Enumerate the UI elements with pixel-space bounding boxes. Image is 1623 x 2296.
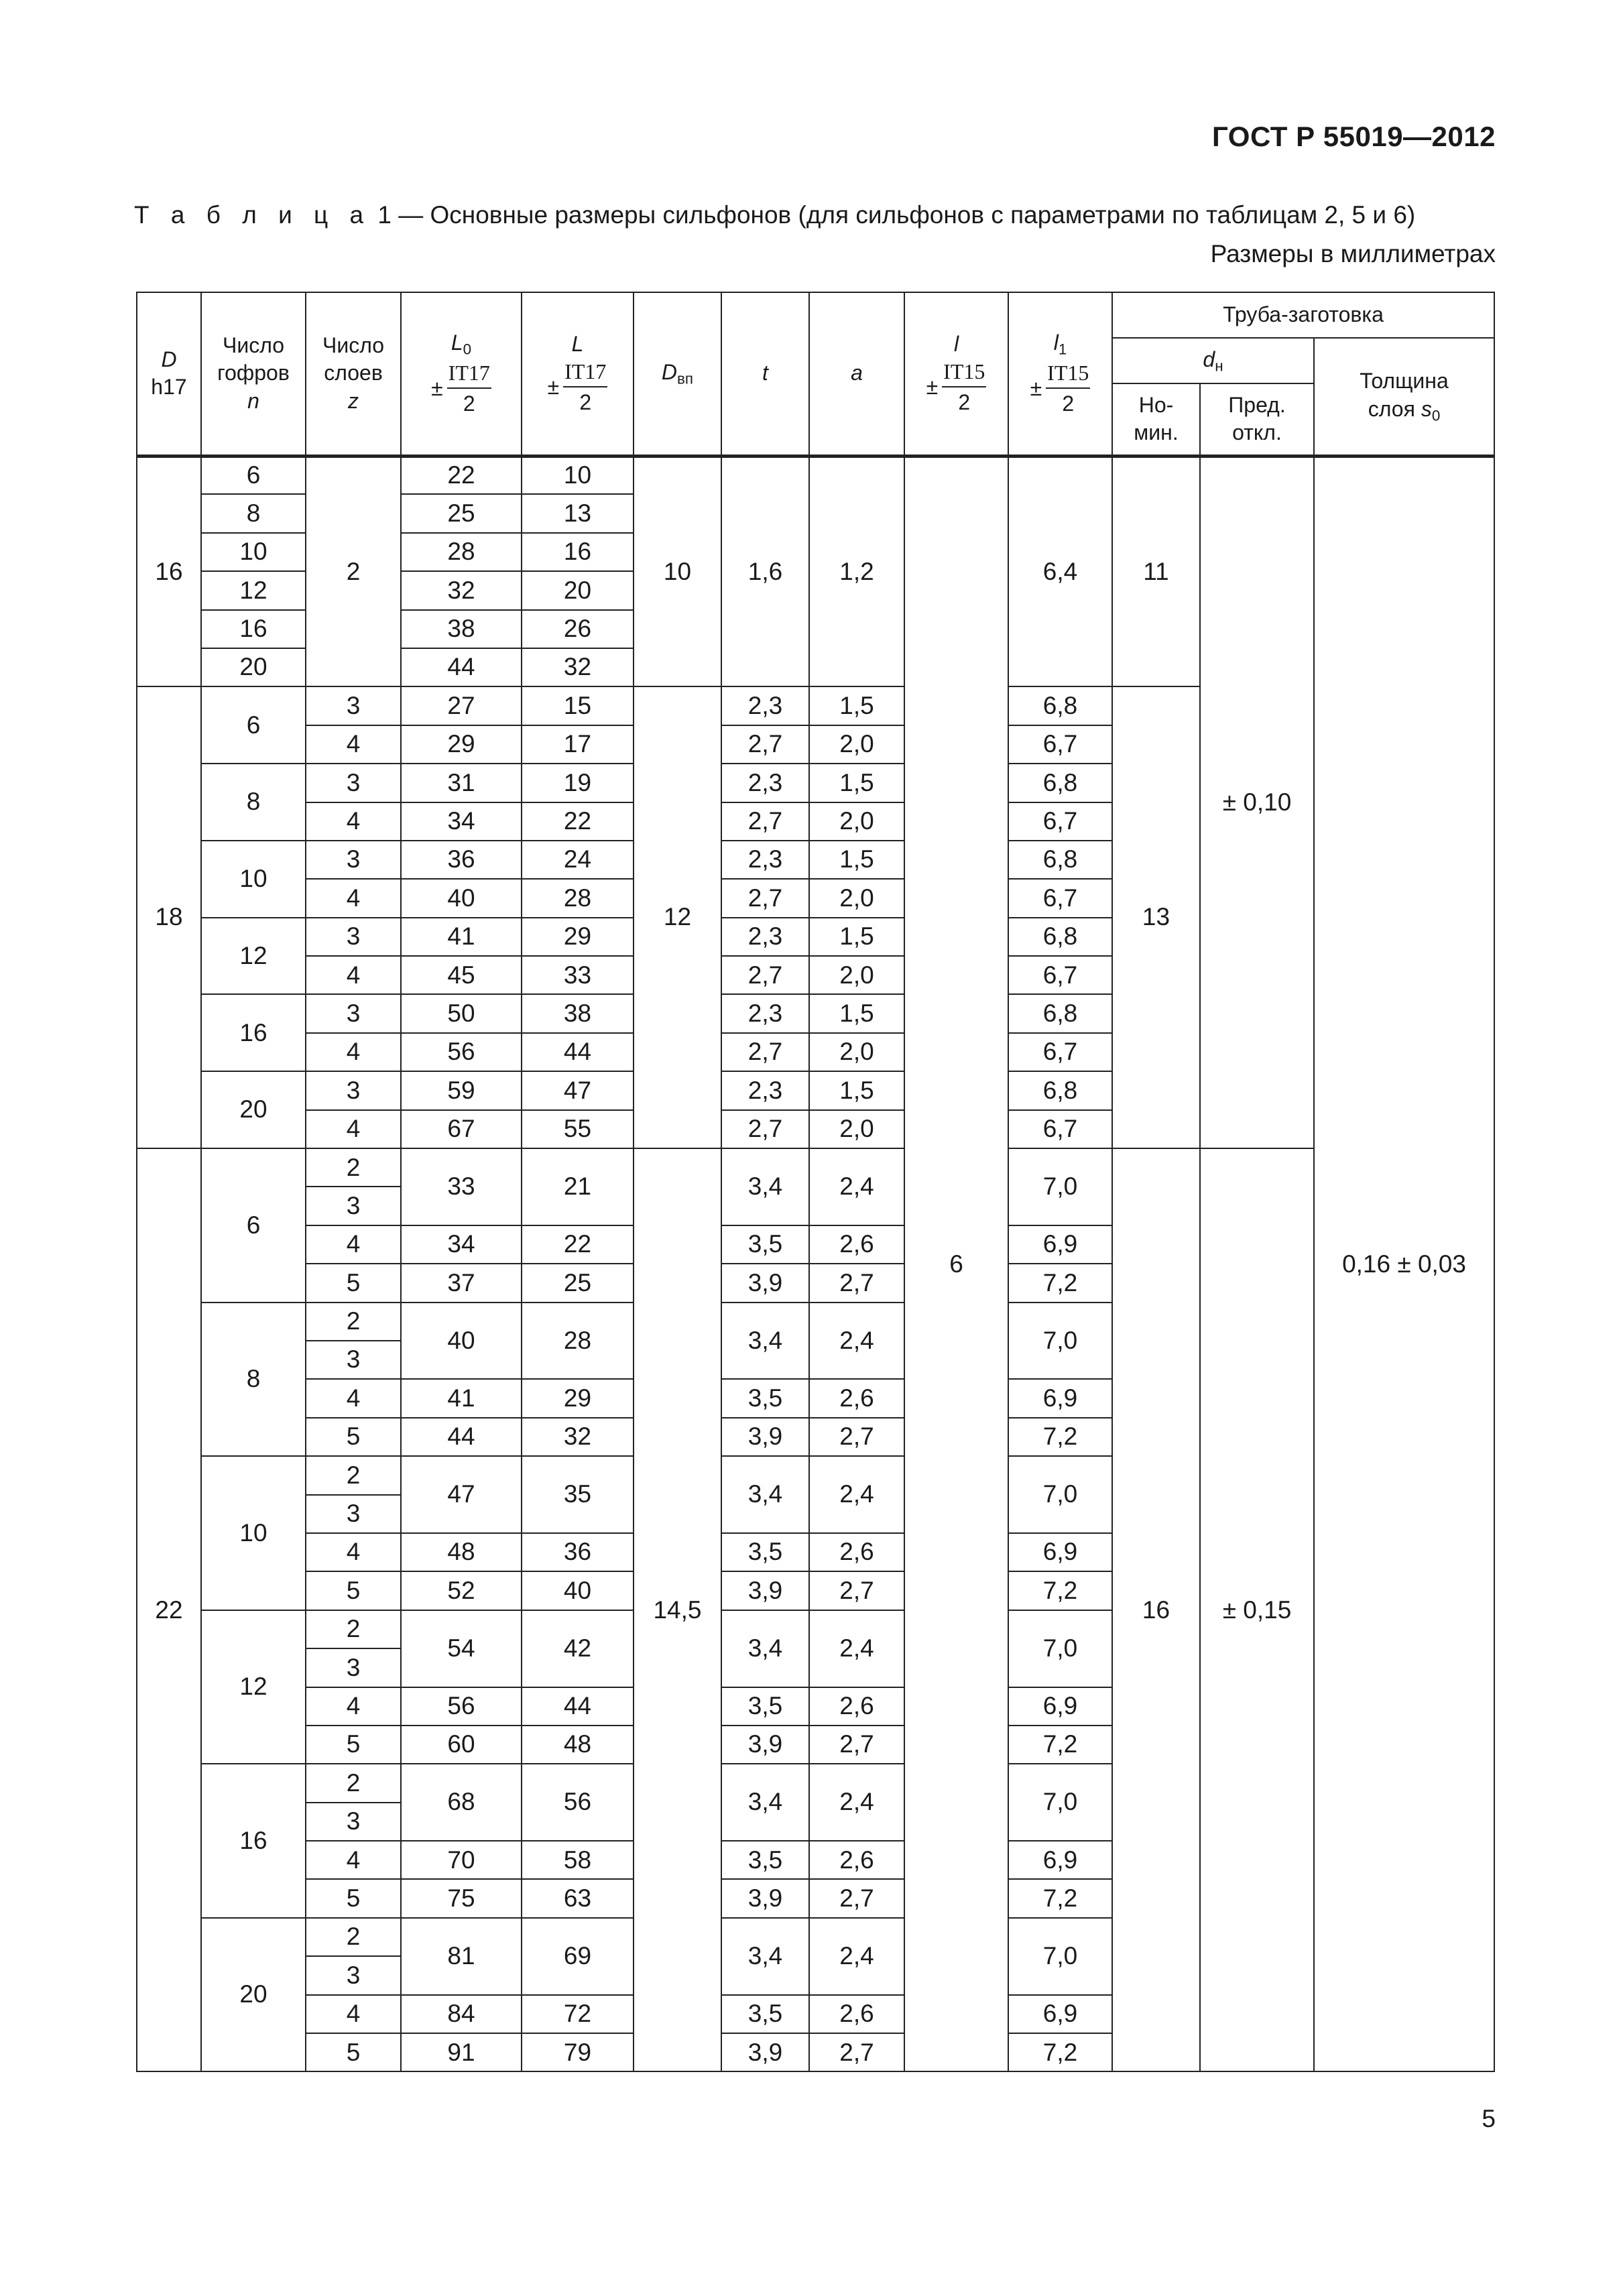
cell-L: 47 (522, 1071, 634, 1109)
cell-L: 28 (522, 879, 634, 917)
cell-a: 1,5 (809, 918, 904, 956)
cell-L0: 68 (401, 1764, 522, 1841)
cell-t-16: 1,6 (721, 456, 809, 686)
cell-L0: 44 (401, 1418, 522, 1456)
cell-t: 3,4 (721, 1918, 809, 1995)
table-caption-label: Т а б л и ц а (134, 201, 371, 229)
cell-t: 2,3 (721, 764, 809, 802)
cell-L0: 47 (401, 1456, 522, 1533)
header-nominal: Но- мин. (1112, 383, 1200, 456)
cell-L0: 34 (401, 802, 522, 841)
cell-a: 2,4 (809, 1610, 904, 1687)
units-note: Размеры в миллиметрах (1210, 240, 1496, 267)
cell-a: 2,0 (809, 879, 904, 917)
cell-a-16: 1,2 (809, 456, 904, 686)
cell-n: 10 (201, 1456, 306, 1610)
cell-L: 42 (522, 1610, 634, 1687)
cell-a: 2,7 (809, 1264, 904, 1302)
cell-a: 2,6 (809, 1841, 904, 1879)
cell-t: 3,9 (721, 1418, 809, 1456)
cell-L: 72 (522, 1995, 634, 2033)
cell-Dvp-16: 10 (634, 456, 721, 686)
cell-z: 3 (306, 1495, 401, 1533)
cell-z: 4 (306, 1841, 401, 1879)
cell-t: 2,7 (721, 956, 809, 994)
cell-L: 56 (522, 1764, 634, 1841)
cell-z: 5 (306, 1571, 401, 1610)
cell-a: 2,7 (809, 2033, 904, 2071)
cell-Dvp-18: 12 (634, 686, 721, 1148)
header-n: Число гофров n (201, 292, 306, 456)
cell-L0: 59 (401, 1071, 522, 1109)
cell-n: 10 (201, 841, 306, 918)
cell-n: 12 (201, 571, 306, 609)
page-number: 5 (1482, 2105, 1496, 2132)
cell-t: 2,3 (721, 686, 809, 725)
cell-l1: 7,2 (1008, 1264, 1112, 1302)
table-caption (134, 201, 1415, 229)
cell-l1: 6,8 (1008, 1071, 1112, 1109)
cell-L: 15 (522, 686, 634, 725)
cell-l1: 7,2 (1008, 1726, 1112, 1764)
cell-L: 16 (522, 533, 634, 571)
cell-a: 2,0 (809, 956, 904, 994)
cell-n: 12 (201, 918, 306, 995)
cell-z: 5 (306, 2033, 401, 2071)
cell-a: 2,6 (809, 1533, 904, 1571)
cell-L0: 45 (401, 956, 522, 994)
cell-L: 24 (522, 841, 634, 879)
cell-a: 2,0 (809, 802, 904, 841)
cell-t: 2,7 (721, 1110, 809, 1148)
cell-L0: 37 (401, 1264, 522, 1302)
cell-n: 8 (201, 764, 306, 841)
cell-L0: 70 (401, 1841, 522, 1879)
cell-t: 2,7 (721, 879, 809, 917)
cell-L: 36 (522, 1533, 634, 1571)
cell-l1: 6,9 (1008, 1533, 1112, 1571)
cell-a: 2,6 (809, 1995, 904, 2033)
cell-z: 4 (306, 802, 401, 841)
cell-z: 4 (306, 1995, 401, 2033)
cell-t: 3,4 (721, 1764, 809, 1841)
cell-L: 58 (522, 1841, 634, 1879)
cell-L: 44 (522, 1033, 634, 1071)
cell-z: 2 (306, 1456, 401, 1494)
cell-L0: 22 (401, 456, 522, 494)
cell-z: 4 (306, 725, 401, 764)
cell-z: 5 (306, 1264, 401, 1302)
cell-z: 4 (306, 1379, 401, 1417)
cell-l1: 7,0 (1008, 1456, 1112, 1533)
cell-t: 3,9 (721, 1264, 809, 1302)
cell-n: 10 (201, 533, 306, 571)
cell-a: 2,7 (809, 1879, 904, 1917)
cell-L0: 60 (401, 1726, 522, 1764)
cell-L0: 81 (401, 1918, 522, 1995)
cell-t: 2,3 (721, 918, 809, 956)
cell-z: 3 (306, 1803, 401, 1841)
cell-t: 2,7 (721, 802, 809, 841)
cell-L: 17 (522, 725, 634, 764)
cell-t: 3,4 (721, 1610, 809, 1687)
cell-L0: 27 (401, 686, 522, 725)
cell-L0: 32 (401, 571, 522, 609)
cell-L: 79 (522, 2033, 634, 2071)
cell-L: 29 (522, 918, 634, 956)
cell-l1: 7,2 (1008, 1418, 1112, 1456)
cell-L0: 75 (401, 1879, 522, 1917)
cell-l1: 7,0 (1008, 1610, 1112, 1687)
cell-z: 3 (306, 994, 401, 1032)
cell-z: 4 (306, 1687, 401, 1726)
cell-n: 6 (201, 456, 306, 494)
cell-z: 3 (306, 1187, 401, 1225)
cell-L: 26 (522, 610, 634, 648)
cell-z: 3 (306, 686, 401, 725)
cell-z: 4 (306, 956, 401, 994)
cell-z: 4 (306, 1033, 401, 1071)
cell-L0: 40 (401, 1303, 522, 1380)
cell-n: 16 (201, 1764, 306, 1918)
cell-a: 2,4 (809, 1764, 904, 1841)
cell-l1: 6,7 (1008, 879, 1112, 917)
cell-t: 3,4 (721, 1456, 809, 1533)
cell-z: 4 (306, 1533, 401, 1571)
header-D: D h17 (137, 292, 201, 456)
cell-L0: 84 (401, 1995, 522, 2033)
cell-deviation-015: ± 0,15 (1200, 1148, 1314, 2071)
cell-a: 1,5 (809, 994, 904, 1032)
cell-L: 25 (522, 1264, 634, 1302)
cell-l1: 6,9 (1008, 1995, 1112, 2033)
cell-L0: 41 (401, 1379, 522, 1417)
cell-z: 4 (306, 879, 401, 917)
cell-t: 3,5 (721, 1533, 809, 1571)
cell-n: 12 (201, 1610, 306, 1764)
cell-n: 20 (201, 648, 306, 686)
cell-t: 3,9 (721, 1571, 809, 1610)
cell-z: 3 (306, 764, 401, 802)
cell-z-16: 2 (306, 456, 401, 686)
header-l: l ± $\frac{IT15}{2}$ (904, 292, 1008, 456)
header-pipe: Труба-заготовка (1112, 292, 1494, 338)
cell-a: 2,4 (809, 1918, 904, 1995)
cell-thickness: 0,16 ± 0,03 (1314, 456, 1494, 2071)
cell-t: 3,5 (721, 1841, 809, 1879)
cell-n: 20 (201, 1071, 306, 1148)
cell-L: 40 (522, 1571, 634, 1610)
cell-z: 5 (306, 1726, 401, 1764)
cell-L: 48 (522, 1726, 634, 1764)
cell-n: 8 (201, 494, 306, 532)
cell-z: 3 (306, 1648, 401, 1687)
cell-l1: 6,9 (1008, 1225, 1112, 1264)
header-a: a (809, 292, 904, 456)
header-dn: $d_н$ (1112, 338, 1314, 383)
cell-a: 2,6 (809, 1687, 904, 1726)
cell-a: 2,4 (809, 1303, 904, 1380)
cell-L: 22 (522, 1225, 634, 1264)
cell-l1: 7,0 (1008, 1764, 1112, 1841)
cell-t: 2,3 (721, 1071, 809, 1109)
cell-L: 13 (522, 494, 634, 532)
cell-L0: 29 (401, 725, 522, 764)
cell-nominal-16: 11 (1112, 456, 1200, 686)
cell-l1: 7,0 (1008, 1918, 1112, 1995)
cell-L0: 31 (401, 764, 522, 802)
cell-t: 2,7 (721, 725, 809, 764)
cell-L0: 54 (401, 1610, 522, 1687)
header-t: t (721, 292, 809, 456)
cell-a: 1,5 (809, 764, 904, 802)
cell-nominal-22: 16 (1112, 1148, 1200, 2071)
cell-l1: 6,7 (1008, 725, 1112, 764)
cell-D-16: 16 (137, 456, 201, 686)
cell-a: 1,5 (809, 686, 904, 725)
cell-D-22: 22 (137, 1148, 201, 2071)
cell-z: 4 (306, 1110, 401, 1148)
cell-z: 2 (306, 1303, 401, 1341)
cell-L: 10 (522, 456, 634, 494)
cell-t: 3,9 (721, 1879, 809, 1917)
header-L: L ± $\frac{IT17}{2}$ (522, 292, 634, 456)
cell-t: 3,5 (721, 1995, 809, 2033)
cell-t: 3,4 (721, 1148, 809, 1225)
cell-L0: 41 (401, 918, 522, 956)
cell-L: 20 (522, 571, 634, 609)
cell-L0: 40 (401, 879, 522, 917)
cell-t: 3,9 (721, 2033, 809, 2071)
cell-a: 2,7 (809, 1571, 904, 1610)
cell-L0: 28 (401, 533, 522, 571)
cell-L: 29 (522, 1379, 634, 1417)
cell-L: 19 (522, 764, 634, 802)
cell-l1: 7,2 (1008, 2033, 1112, 2071)
cell-L0: 91 (401, 2033, 522, 2071)
document-standard-number: ГОСТ Р 55019—2012 (1212, 121, 1496, 152)
cell-z: 3 (306, 841, 401, 879)
cell-t: 2,3 (721, 841, 809, 879)
header-Dvp: $D_{вп}$ (634, 292, 721, 456)
cell-l1: 6,8 (1008, 918, 1112, 956)
cell-nominal-18: 13 (1112, 686, 1200, 1148)
cell-L: 32 (522, 648, 634, 686)
cell-t: 3,5 (721, 1225, 809, 1264)
cell-t: 2,3 (721, 994, 809, 1032)
cell-a: 2,7 (809, 1726, 904, 1764)
cell-l1: 6,9 (1008, 1379, 1112, 1417)
cell-L0: 52 (401, 1571, 522, 1610)
cell-a: 2,0 (809, 1110, 904, 1148)
cell-L0: 44 (401, 648, 522, 686)
cell-z: 2 (306, 1918, 401, 1956)
cell-t: 2,7 (721, 1033, 809, 1071)
cell-L0: 38 (401, 610, 522, 648)
cell-n: 16 (201, 610, 306, 648)
cell-l1: 6,7 (1008, 802, 1112, 841)
cell-l1: 7,2 (1008, 1879, 1112, 1917)
cell-a: 2,7 (809, 1418, 904, 1456)
cell-z: 5 (306, 1418, 401, 1456)
cell-l1: 6,7 (1008, 956, 1112, 994)
cell-a: 2,0 (809, 725, 904, 764)
cell-t: 3,5 (721, 1379, 809, 1417)
header-L0: $L_0$ ± $\frac{IT17}{2}$ (401, 292, 522, 456)
header-deviation: Пред. откл. (1200, 383, 1314, 456)
cell-z: 3 (306, 1956, 401, 1994)
header-thickness: Толщина слоя $s_0$ (1314, 338, 1494, 456)
cell-L0: 34 (401, 1225, 522, 1264)
cell-L: 55 (522, 1110, 634, 1148)
cell-l1: 6,9 (1008, 1687, 1112, 1726)
cell-Dvp-22: 14,5 (634, 1148, 721, 2071)
cell-a: 2,4 (809, 1456, 904, 1533)
cell-deviation-010: ± 0,10 (1200, 456, 1314, 1148)
cell-L: 69 (522, 1918, 634, 1995)
cell-a: 2,0 (809, 1033, 904, 1071)
cell-z: 3 (306, 1341, 401, 1379)
cell-L: 33 (522, 956, 634, 994)
cell-z: 2 (306, 1764, 401, 1802)
cell-n: 16 (201, 994, 306, 1071)
cell-l-all: 6 (904, 456, 1008, 2071)
cell-l1: 6,7 (1008, 1033, 1112, 1071)
cell-a: 2,6 (809, 1379, 904, 1417)
cell-a: 2,4 (809, 1148, 904, 1225)
cell-t: 3,4 (721, 1303, 809, 1380)
cell-z: 2 (306, 1610, 401, 1648)
header-z: Число слоев z (306, 292, 401, 456)
cell-n: 20 (201, 1918, 306, 2072)
cell-L: 63 (522, 1879, 634, 1917)
cell-L: 35 (522, 1456, 634, 1533)
cell-L0: 67 (401, 1110, 522, 1148)
cell-l1: 6,8 (1008, 994, 1112, 1032)
cell-l1-16: 6,4 (1008, 456, 1112, 686)
cell-L0: 25 (401, 494, 522, 532)
cell-L0: 36 (401, 841, 522, 879)
cell-L0: 56 (401, 1033, 522, 1071)
cell-z: 5 (306, 1879, 401, 1917)
cell-L: 44 (522, 1687, 634, 1726)
cell-l1: 6,9 (1008, 1841, 1112, 1879)
cell-a: 1,5 (809, 1071, 904, 1109)
cell-l1: 7,0 (1008, 1303, 1112, 1380)
cell-l1: 7,0 (1008, 1148, 1112, 1225)
table-caption-text: 1 — Основные размеры сильфонов (для сильфонов с параметрами по таблицам 2, 5 и 6) (371, 201, 1416, 229)
cell-l1: 6,8 (1008, 686, 1112, 725)
cell-n: 8 (201, 1303, 306, 1457)
cell-z: 2 (306, 1148, 401, 1187)
cell-l1: 6,8 (1008, 764, 1112, 802)
header-l1: $l_1$ ± $\frac{IT15}{2}$ (1008, 292, 1112, 456)
cell-L0: 33 (401, 1148, 522, 1225)
cell-t: 3,5 (721, 1687, 809, 1726)
cell-z: 3 (306, 918, 401, 956)
cell-z: 3 (306, 1071, 401, 1109)
cell-a: 1,5 (809, 841, 904, 879)
cell-D-18: 18 (137, 686, 201, 1148)
cell-L: 28 (522, 1303, 634, 1380)
cell-L: 38 (522, 994, 634, 1032)
cell-l1: 7,2 (1008, 1571, 1112, 1610)
cell-L: 21 (522, 1148, 634, 1225)
cell-n: 6 (201, 1148, 306, 1303)
cell-L: 32 (522, 1418, 634, 1456)
cell-t: 3,9 (721, 1726, 809, 1764)
cell-l1: 6,8 (1008, 841, 1112, 879)
cell-a: 2,6 (809, 1225, 904, 1264)
cell-z: 4 (306, 1225, 401, 1264)
cell-L0: 50 (401, 994, 522, 1032)
cell-L: 22 (522, 802, 634, 841)
cell-n: 6 (201, 686, 306, 764)
cell-l1: 6,7 (1008, 1110, 1112, 1148)
bellows-dimensions-table (136, 292, 1495, 2072)
cell-L0: 56 (401, 1687, 522, 1726)
cell-L0: 48 (401, 1533, 522, 1571)
